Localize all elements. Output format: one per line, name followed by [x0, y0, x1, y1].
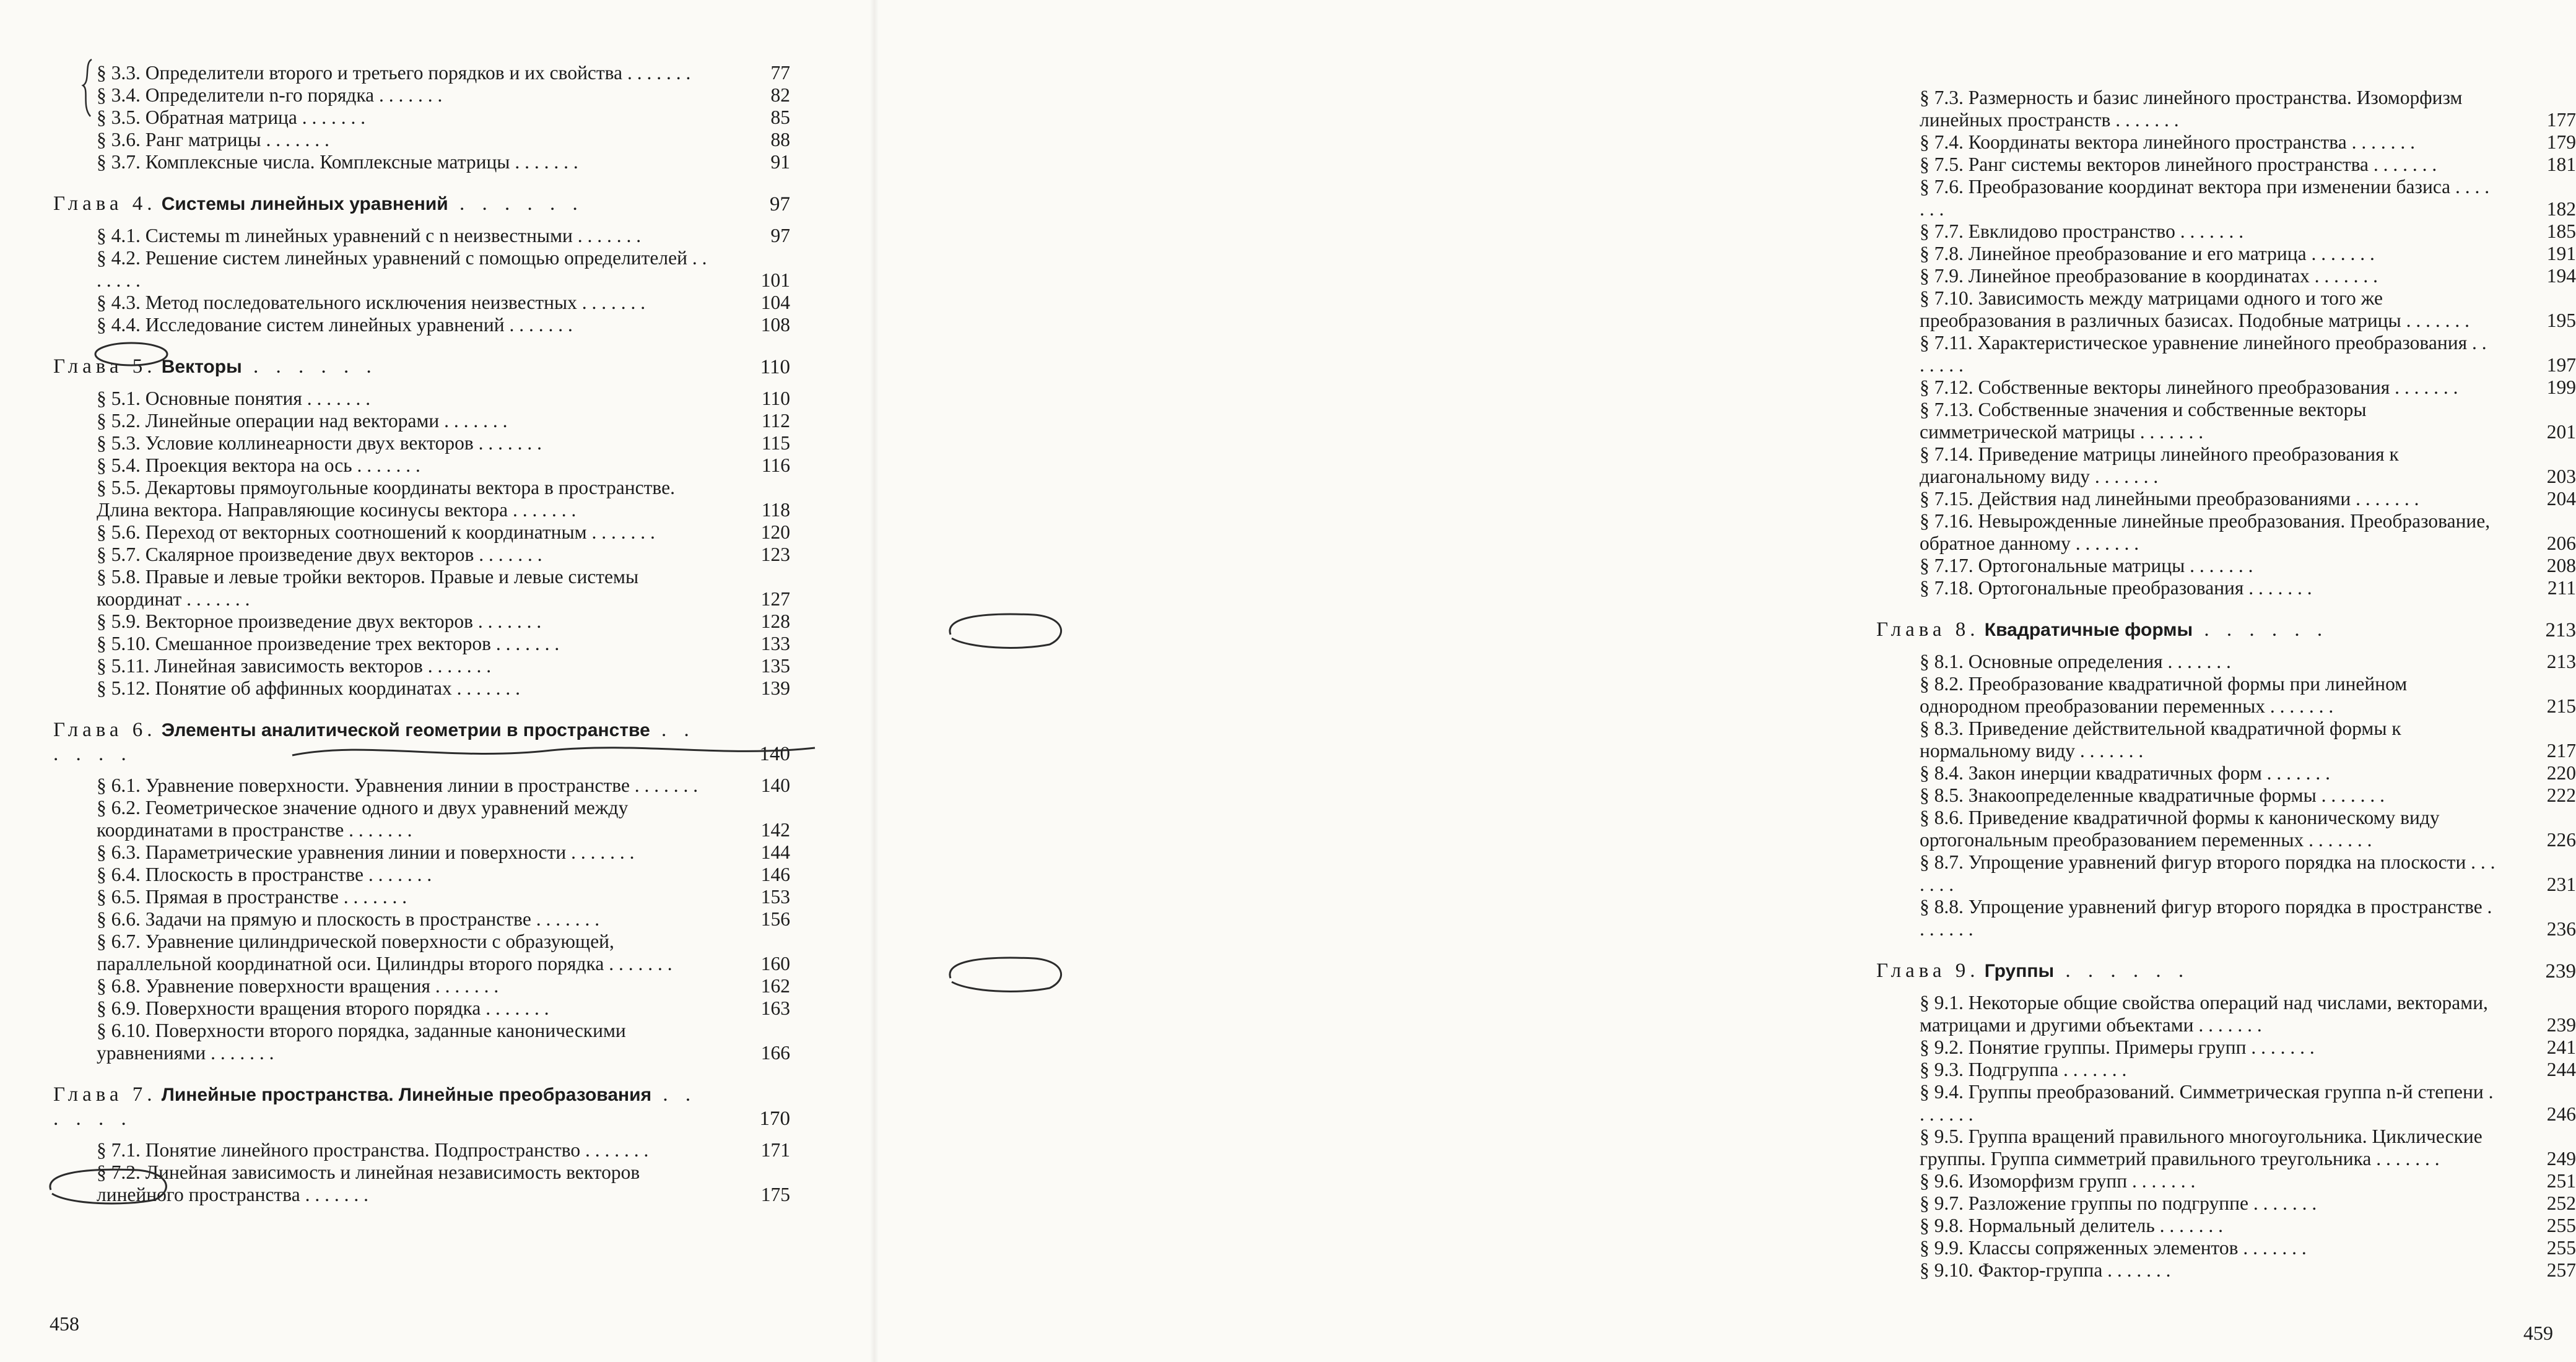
- chapter-heading: [53, 1083, 790, 1130]
- toc-entry: [1876, 762, 2576, 784]
- toc-entry: [53, 841, 790, 864]
- section-title: § 9.4. Группы преобразований. Симметрическая группа n-й степени . . . . . . .: [1920, 1081, 2494, 1125]
- section-title: § 4.4. Исследование систем линейных уравнений . . . . . . .: [97, 314, 573, 336]
- section-title: § 6.9. Поверхности вращения второго порядка . . . . . . .: [97, 997, 549, 1019]
- section-page-number: 120: [760, 521, 790, 543]
- toc-entry: [1876, 1126, 2576, 1170]
- section-page-number: 179: [2546, 131, 2576, 153]
- section-title: § 7.9. Линейное преобразование в координатах . . . . . . .: [1920, 265, 2378, 287]
- toc-entry: [53, 997, 790, 1020]
- section-page-number: 166: [760, 1042, 790, 1064]
- toc-entry: [53, 84, 790, 106]
- section-page-number: 204: [2546, 488, 2576, 510]
- toc-entry: [1876, 1215, 2576, 1237]
- section-page-number: 160: [760, 953, 790, 974]
- section-page-number: 241: [2546, 1036, 2576, 1058]
- section-title: § 5.9. Векторное произведение двух векторов . . . . . . .: [97, 610, 542, 632]
- chapter-heading: [53, 192, 790, 216]
- toc-entry: [53, 864, 790, 886]
- section-page-number: 112: [761, 410, 790, 432]
- chapter-number: Глава 5.: [53, 355, 157, 378]
- section-page-number: 194: [2546, 265, 2576, 287]
- section-title: § 7.2. Линейная зависимость и линейная независимость векторов линейного пространства . . . . . . .: [97, 1161, 640, 1205]
- dot-leader: . . . . . .: [53, 1083, 697, 1130]
- section-title: § 4.3. Метод последовательного исключения неизвестных . . . . . . .: [97, 292, 646, 313]
- section-page-number: 162: [760, 975, 790, 997]
- section-title: § 9.2. Понятие группы. Примеры групп . . . . . . .: [1920, 1036, 2315, 1058]
- section-title: § 8.1. Основные определения . . . . . . .: [1920, 651, 2231, 672]
- section-page-number: 206: [2546, 532, 2576, 554]
- toc-entry: [1876, 896, 2576, 940]
- chapter-title: Группы: [1984, 961, 2055, 981]
- toc-entry: [53, 129, 790, 151]
- section-page-number: 153: [760, 886, 790, 908]
- section-title: § 8.4. Закон инерции квадратичных форм . . . . . . .: [1920, 762, 2331, 784]
- chapter-number: Глава 8.: [1876, 618, 1980, 641]
- section-title: § 7.3. Размерность и базис линейного пространства. Изоморфизм линейных пространств . . . . . . .: [1920, 87, 2463, 131]
- section-page-number: 195: [2546, 310, 2576, 331]
- section-title: § 9.1. Некоторые общие свойства операций над числами, векторами, матрицами и другими объектами . . . . . . .: [1920, 992, 2488, 1036]
- section-title: § 3.6. Ранг матрицы . . . . . . .: [97, 129, 329, 150]
- toc-entry: [53, 975, 790, 997]
- section-page-number: 127: [760, 588, 790, 610]
- toc-entry: [53, 774, 790, 797]
- section-title: § 6.5. Прямая в пространстве . . . . . . .: [97, 886, 407, 908]
- section-title: § 5.12. Понятие об аффинных координатах . . . . . . .: [97, 677, 521, 699]
- section-title: § 3.5. Обратная матрица . . . . . . .: [97, 106, 366, 128]
- toc-entry: [53, 677, 790, 700]
- toc-entry: [1876, 651, 2576, 673]
- section-title: § 5.3. Условие коллинеарности двух векторов . . . . . . .: [97, 432, 542, 454]
- section-title: § 5.1. Основные понятия . . . . . . .: [97, 388, 371, 409]
- section-title: § 7.18. Ортогональные преобразования . . . . . . .: [1920, 577, 2312, 599]
- toc-entry: [53, 544, 790, 566]
- toc-entry: [53, 225, 790, 247]
- section-title: § 8.7. Упрощение уравнений фигур второго порядка на плоскости . . . . . . .: [1920, 851, 2496, 895]
- section-title: § 9.6. Изоморфизм групп . . . . . . .: [1920, 1170, 2196, 1192]
- toc-entry: [1876, 220, 2576, 243]
- section-title: § 3.4. Определители n-го порядка . . . . . . .: [97, 84, 443, 106]
- section-page-number: 182: [2546, 198, 2576, 220]
- section-page-number: 171: [760, 1139, 790, 1161]
- section-page-number: 255: [2546, 1215, 2576, 1236]
- section-page-number: 191: [2546, 243, 2576, 264]
- left-table-of-contents: [53, 62, 790, 1206]
- toc-entry: [53, 908, 790, 930]
- dot-leader: . . . . . .: [448, 193, 584, 215]
- section-page-number: 156: [760, 908, 790, 930]
- toc-entry: [1876, 784, 2576, 807]
- section-page-number: 249: [2546, 1148, 2576, 1169]
- right-page: [873, 0, 2576, 1362]
- toc-entry: [1876, 1081, 2576, 1126]
- section-title: § 7.11. Характеристическое уравнение линейного преобразования . . . . . . .: [1920, 332, 2487, 376]
- section-title: § 7.7. Евклидово пространство . . . . . . .: [1920, 220, 2244, 242]
- section-title: § 5.8. Правые и левые тройки векторов. Правые и левые системы координат . . . . . . .: [97, 566, 639, 610]
- toc-entry: [1876, 555, 2576, 577]
- toc-entry: [53, 410, 790, 432]
- toc-entry: [53, 151, 790, 173]
- section-title: § 8.3. Приведение действительной квадратичной формы к нормальному виду . . . . . . .: [1920, 718, 2401, 761]
- dot-leader: . . . . . .: [2193, 618, 2329, 641]
- section-page-number: 101: [760, 269, 790, 291]
- chapter-heading: [53, 718, 790, 766]
- section-page-number: 115: [761, 432, 790, 454]
- section-page-number: 239: [2546, 1014, 2576, 1036]
- section-title: § 7.13. Собственные значения и собственные векторы симметрической матрицы . . . . . . .: [1920, 399, 2367, 443]
- chapter-heading: [53, 355, 790, 379]
- section-page-number: 208: [2546, 555, 2576, 576]
- toc-entry: [53, 106, 790, 129]
- section-title: § 6.1. Уравнение поверхности. Уравнения линии в пространстве . . . . . . .: [97, 774, 698, 796]
- section-page-number: 139: [760, 677, 790, 699]
- chapter-number: Глава 9.: [1876, 960, 1980, 982]
- section-title: § 5.10. Смешанное произведение трех векторов . . . . . . .: [97, 633, 560, 654]
- section-page-number: 116: [761, 454, 790, 476]
- section-page-number: 257: [2546, 1259, 2576, 1281]
- chapter-page-number: 213: [2545, 619, 2576, 641]
- section-page-number: 163: [760, 997, 790, 1019]
- section-page-number: 97: [770, 225, 790, 246]
- chapter-title: Квадратичные формы: [1984, 620, 2193, 640]
- chapter-heading: [1876, 959, 2576, 983]
- toc-entry: [53, 454, 790, 477]
- toc-entry: [1876, 176, 2576, 220]
- section-page-number: 85: [770, 106, 790, 128]
- toc-entry: [1876, 488, 2576, 510]
- section-title: § 4.1. Системы m линейных уравнений с n неизвестными . . . . . . .: [97, 225, 642, 246]
- dot-leader: . . . . . .: [53, 719, 695, 765]
- section-title: § 8.2. Преобразование квадратичной формы при линейном однородном преобразовании переменных . . . . . . .: [1920, 673, 2408, 717]
- chapter-number: Глава 4.: [53, 193, 157, 215]
- section-page-number: 123: [760, 544, 790, 565]
- toc-entry: [1876, 376, 2576, 399]
- toc-entry: [53, 633, 790, 655]
- chapter-number: Глава 7.: [53, 1083, 157, 1106]
- section-page-number: 110: [761, 388, 790, 409]
- section-page-number: 108: [760, 314, 790, 336]
- left-page-number: 458: [50, 1312, 79, 1335]
- section-title: § 4.2. Решение систем линейных уравнений с помощью определителей . . . . . . .: [97, 247, 707, 291]
- section-title: § 7.15. Действия над линейными преобразованиями . . . . . . .: [1920, 488, 2419, 510]
- section-page-number: 128: [760, 610, 790, 632]
- section-title: § 6.8. Уравнение поверхности вращения . . . . . . .: [97, 975, 499, 997]
- section-title: § 3.7. Комплексные числа. Комплексные матрицы . . . . . . .: [97, 151, 578, 173]
- section-page-number: 77: [770, 62, 790, 84]
- toc-entry: [1876, 577, 2576, 599]
- toc-entry: [53, 797, 790, 841]
- toc-entry: [1876, 332, 2576, 376]
- toc-entry: [53, 1020, 790, 1064]
- section-title: § 6.2. Геометрическое значение одного и двух уравнений между координатами в пространстве . . . . . . .: [97, 797, 629, 841]
- toc-entry: [1876, 992, 2576, 1036]
- section-title: § 3.3. Определители второго и третьего порядков и их свойства . . . . . . .: [97, 62, 691, 84]
- section-title: § 9.5. Группа вращений правильного многоугольника. Циклические группы. Группа симметрий правильного треугольника . . . . . . .: [1920, 1126, 2482, 1169]
- chapter-heading: [1876, 618, 2576, 642]
- section-page-number: 118: [761, 499, 790, 521]
- toc-entry: [53, 610, 790, 633]
- toc-entry: [1876, 265, 2576, 287]
- section-title: § 8.5. Знакоопределенные квадратичные формы . . . . . . .: [1920, 784, 2385, 806]
- left-page: [0, 0, 873, 1362]
- section-title: § 6.10. Поверхности второго порядка, заданные каноническими уравнениями . . . . . . .: [97, 1020, 626, 1064]
- section-title: § 6.7. Уравнение цилиндрической поверхности с образующей, параллельной координатной оси. Цилиндры второго порядка . . . . . . .: [97, 930, 672, 974]
- section-page-number: 185: [2546, 220, 2576, 242]
- section-title: § 5.7. Скалярное произведение двух векторов . . . . . . .: [97, 544, 542, 565]
- section-page-number: 140: [760, 774, 790, 796]
- section-title: § 8.8. Упрощение уравнений фигур второго порядка в пространстве . . . . . . .: [1920, 896, 2492, 940]
- section-page-number: 211: [2547, 577, 2576, 599]
- section-page-number: 255: [2546, 1237, 2576, 1259]
- section-title: § 7.1. Понятие линейного пространства. Подпространство . . . . . . .: [97, 1139, 649, 1161]
- chapter-number: Глава 6.: [53, 719, 157, 741]
- section-page-number: 222: [2546, 784, 2576, 806]
- toc-entry: [53, 566, 790, 610]
- toc-entry: [53, 1161, 790, 1206]
- section-title: § 5.11. Линейная зависимость векторов . . . . . . .: [97, 655, 492, 677]
- section-title: § 7.10. Зависимость между матрицами одного и того же преобразования в различных базисах. Подобные матрицы . . . . . . .: [1920, 287, 2469, 331]
- toc-entry: [1876, 718, 2576, 762]
- section-page-number: 181: [2546, 154, 2576, 175]
- toc-entry: [1876, 807, 2576, 851]
- toc-entry: [1876, 1237, 2576, 1259]
- toc-entry: [1876, 399, 2576, 443]
- section-title: § 5.6. Переход от векторных соотношений к координатным . . . . . . .: [97, 521, 655, 543]
- section-page-number: 197: [2546, 354, 2576, 376]
- section-page-number: 88: [770, 129, 790, 150]
- toc-entry: [1876, 1059, 2576, 1081]
- toc-entry: [1876, 1259, 2576, 1282]
- toc-entry: [53, 292, 790, 314]
- toc-entry: [53, 432, 790, 454]
- section-page-number: 175: [760, 1184, 790, 1205]
- toc-entry: [53, 388, 790, 410]
- section-page-number: 135: [760, 655, 790, 677]
- section-page-number: 244: [2546, 1059, 2576, 1080]
- section-title: § 7.8. Линейное преобразование и его матрица . . . . . . .: [1920, 243, 2375, 264]
- section-title: § 7.16. Невырожденные линейные преобразования. Преобразование, обратное данному . . . . . . .: [1920, 510, 2491, 554]
- section-page-number: 226: [2546, 829, 2576, 851]
- section-title: § 7.14. Приведение матрицы линейного преобразования к диагональному виду . . . . . . .: [1920, 443, 2399, 487]
- chapter-title: Элементы аналитической геометрии в пространстве: [161, 720, 650, 740]
- toc-entry: [1876, 243, 2576, 265]
- section-page-number: 146: [760, 864, 790, 885]
- section-page-number: 213: [2546, 651, 2576, 672]
- section-title: § 6.4. Плоскость в пространстве . . . . . . .: [97, 864, 432, 885]
- section-title: § 7.6. Преобразование координат вектора при изменении базиса . . . . . . .: [1920, 176, 2490, 220]
- toc-entry: [53, 886, 790, 908]
- section-page-number: 236: [2546, 918, 2576, 940]
- dot-leader: . . . . . .: [2054, 960, 2190, 982]
- section-page-number: 215: [2546, 695, 2576, 717]
- chapter-title: Линейные пространства. Линейные преобразования: [161, 1085, 652, 1105]
- right-page-number: 459: [2523, 1322, 2553, 1344]
- toc-entry: [1876, 510, 2576, 555]
- section-title: § 8.6. Приведение квадратичной формы к каноническому виду ортогональным преобразованием переменных . . . . . . .: [1920, 807, 2440, 851]
- section-title: § 7.4. Координаты вектора линейного пространства . . . . . . .: [1920, 131, 2415, 153]
- section-title: § 6.3. Параметрические уравнения линии и поверхности . . . . . . .: [97, 841, 635, 863]
- section-title: § 7.17. Ортогональные матрицы . . . . . . .: [1920, 555, 2253, 576]
- chapter-title: Системы линейных уравнений: [161, 194, 448, 214]
- toc-entry: [53, 314, 790, 336]
- chapter-page-number: 110: [760, 356, 790, 378]
- toc-entry: [1876, 1192, 2576, 1215]
- toc-entry: [53, 930, 790, 975]
- toc-entry: [1876, 87, 2576, 131]
- section-title: § 5.5. Декартовы прямоугольные координаты вектора в пространстве. Длина вектора. Направляющие косинусы вектора . . . . . . .: [97, 477, 675, 521]
- chapter-page-number: 170: [759, 1108, 790, 1130]
- section-page-number: 133: [760, 633, 790, 654]
- section-title: § 7.12. Собственные векторы линейного преобразования . . . . . . .: [1920, 376, 2458, 398]
- toc-entry: [53, 521, 790, 544]
- section-page-number: 82: [770, 84, 790, 106]
- section-page-number: 251: [2546, 1170, 2576, 1192]
- section-title: § 9.9. Классы сопряженных элементов . . . . . . .: [1920, 1237, 2307, 1259]
- toc-entry: [1876, 1036, 2576, 1059]
- section-page-number: 220: [2546, 762, 2576, 784]
- section-title: § 9.10. Фактор-группа . . . . . . .: [1920, 1259, 2171, 1281]
- toc-entry: [1876, 287, 2576, 332]
- toc-entry: [1876, 154, 2576, 176]
- section-page-number: 142: [760, 819, 790, 841]
- toc-entry: [1876, 131, 2576, 154]
- toc-entry: [53, 247, 790, 292]
- toc-entry: [1876, 1170, 2576, 1192]
- section-title: § 9.8. Нормальный делитель . . . . . . .: [1920, 1215, 2224, 1236]
- section-title: § 5.4. Проекция вектора на ось . . . . . . .: [97, 454, 420, 476]
- section-page-number: 91: [770, 151, 790, 173]
- section-page-number: 203: [2546, 466, 2576, 487]
- section-title: § 7.5. Ранг системы векторов линейного пространства . . . . . . .: [1920, 154, 2437, 175]
- chapter-page-number: 239: [2545, 960, 2576, 982]
- section-title: § 9.7. Разложение группы по подгруппе . . . . . . .: [1920, 1192, 2317, 1214]
- section-title: § 9.3. Подгруппа . . . . . . .: [1920, 1059, 2127, 1080]
- section-page-number: 201: [2546, 421, 2576, 443]
- toc-entry: [53, 477, 790, 521]
- toc-entry: [1876, 851, 2576, 896]
- section-page-number: 177: [2546, 109, 2576, 131]
- section-title: § 6.6. Задачи на прямую и плоскость в пространстве . . . . . . .: [97, 908, 600, 930]
- section-page-number: 217: [2546, 740, 2576, 761]
- section-title: § 5.2. Линейные операции над векторами . . . . . . .: [97, 410, 508, 432]
- toc-entry: [53, 655, 790, 677]
- section-page-number: 144: [760, 841, 790, 863]
- chapter-page-number: 140: [759, 743, 790, 765]
- section-page-number: 104: [760, 292, 790, 313]
- toc-entry: [1876, 443, 2576, 488]
- toc-entry: [53, 62, 790, 84]
- chapter-page-number: 97: [770, 193, 790, 215]
- section-page-number: 199: [2546, 376, 2576, 398]
- section-page-number: 246: [2546, 1103, 2576, 1125]
- dot-leader: . . . . . .: [242, 355, 378, 378]
- toc-entry: [1876, 673, 2576, 718]
- section-page-number: 252: [2546, 1192, 2576, 1214]
- right-table-of-contents: [1876, 87, 2576, 1282]
- section-page-number: 231: [2546, 874, 2576, 895]
- toc-entry: [53, 1139, 790, 1161]
- chapter-title: Векторы: [161, 357, 242, 377]
